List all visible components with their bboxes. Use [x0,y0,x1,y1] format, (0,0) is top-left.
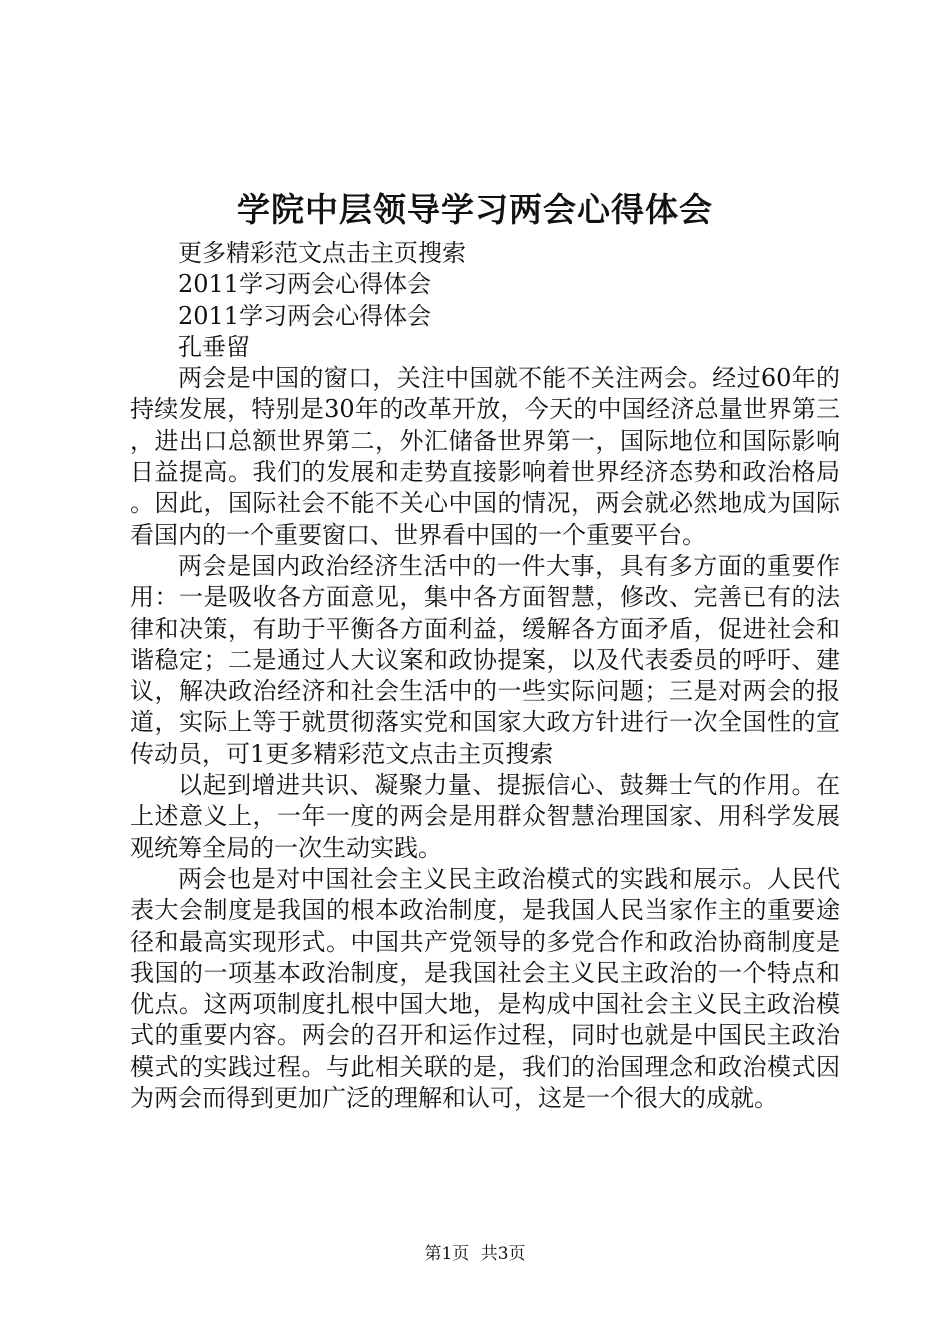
paragraph-1: 两会是中国的窗口，关注中国就不能不关注两会。经过60年的持续发展，特别是30年的改革开放，今天的中国经济总量世界第三，进出口总额世界第二，外汇储备世界第一，国际地位和国际影响日益提高。我们的发展和走势直接影响着世界经济态势和政治格局。因此，国际社会不能不关心中国的情况，两会就必然地成为国际看国内的一个重要窗口、世界看中国的一个重要平台。 [130,364,840,549]
author-name: 孔垂留 [178,332,250,361]
subtitle-line: 2011学习两会心得体会 [178,270,432,299]
document-body [130,238,840,1114]
paragraph-2: 两会是国内政治经济生活中的一件大事，具有多方面的重要作用：一是吸收各方面意见，集中各方面智慧，修改、完善已有的法律和决策，有助于平衡各方面利益，缓解各方面矛盾，促进社会和谐稳定；二是通过人大议案和政协提案，以及代表委员的呼吁、建议，解决政治经济和社会生活中的一些实际问题；三是对两会的报道，实际上等于就贯彻落实党和国家大政方针进行一次全国性的宣传动员，可1更多精彩范文点击主页搜索 [130,551,840,768]
page-number-current: 第1页 [424,1244,470,1264]
paragraph-3: 以起到增进共识、凝聚力量、提振信心、鼓舞士气的作用。在上述意义上，一年一度的两会是用群众智慧治理国家、用科学发展观统筹全局的一次生动实践。 [130,771,840,862]
subtitle-line-repeat: 2011学习两会心得体会 [178,301,432,330]
page-footer [0,1242,950,1266]
page-number-total: 共3页 [480,1244,526,1264]
paragraph-4: 两会也是对中国社会主义民主政治模式的实践和展示。人民代表大会制度是我国的根本政治制度，是我国人民当家作主的重要途径和最高实现形式。中国共产党领导的多党合作和政治协商制度是我国的一项基本政治制度，是我国社会主义民主政治的一个特点和优点。这两项制度扎根中国大地，是构成中国社会主义民主政治模式的重要内容。两会的召开和运作过程，同时也就是中国民主政治模式的实践过程。与此相关联的是，我们的治国理念和政治模式因为两会而得到更加广泛的理解和认可，这是一个很大的成就。 [130,864,840,1113]
promo-line: 更多精彩范文点击主页搜索 [178,239,466,267]
document-title: 学院中层领导学习两会心得体会 [237,190,713,229]
